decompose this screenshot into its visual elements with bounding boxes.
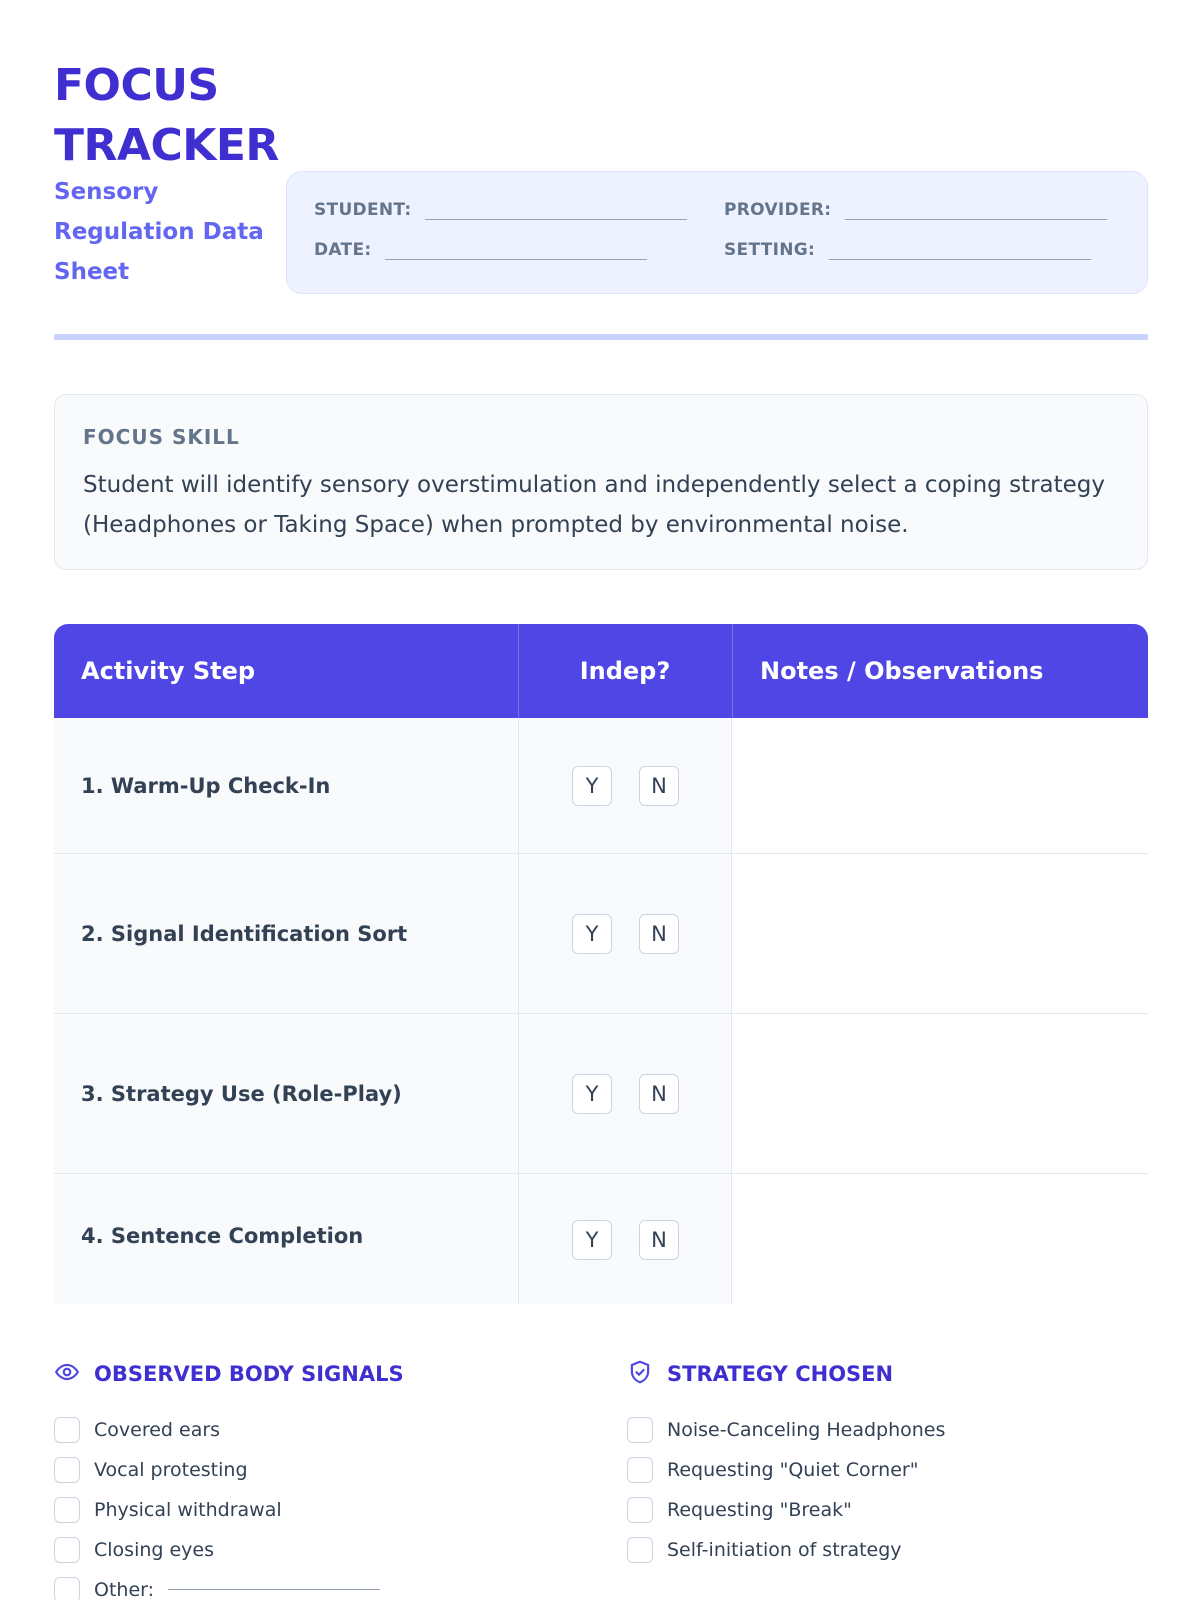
strategy-section bbox=[627, 1360, 1147, 1560]
student-field[interactable] bbox=[314, 200, 687, 220]
setting-line[interactable] bbox=[829, 242, 1091, 260]
student-info-card bbox=[286, 171, 1148, 294]
table-row bbox=[54, 1174, 1148, 1304]
table-row bbox=[54, 1014, 1148, 1174]
header-activity-step: Activity Step bbox=[81, 657, 256, 685]
provider-line[interactable] bbox=[845, 202, 1107, 220]
body-signals-section bbox=[54, 1360, 574, 1600]
checkbox[interactable] bbox=[54, 1497, 80, 1523]
indep-cell bbox=[518, 1014, 732, 1173]
no-box[interactable]: N bbox=[639, 914, 679, 954]
checkbox[interactable] bbox=[627, 1537, 653, 1563]
table-header bbox=[54, 624, 1148, 718]
no-box[interactable]: N bbox=[639, 1220, 679, 1260]
focus-skill-text: Student will identify sensory overstimulation and independently select a coping strategy (Headphones or Taking Space) when prompted by environmental noise. bbox=[83, 472, 1106, 538]
checkbox[interactable] bbox=[54, 1537, 80, 1563]
checkbox-item[interactable] bbox=[627, 1536, 902, 1564]
setting-field[interactable] bbox=[724, 240, 1091, 260]
step-cell: 3. Strategy Use (Role-Play) bbox=[54, 1014, 518, 1173]
checkbox-item[interactable] bbox=[54, 1416, 220, 1444]
provider-field[interactable] bbox=[724, 200, 1107, 220]
checkbox-label: Physical withdrawal bbox=[94, 1499, 282, 1521]
date-line[interactable] bbox=[385, 242, 647, 260]
checkbox-label: Vocal protesting bbox=[94, 1459, 248, 1481]
header-notes: Notes / Observations bbox=[760, 657, 1044, 685]
indep-cell bbox=[518, 718, 732, 853]
notes-cell[interactable] bbox=[732, 1014, 1148, 1173]
checkbox-item[interactable] bbox=[627, 1416, 945, 1444]
checkbox-item[interactable] bbox=[627, 1496, 852, 1524]
checkbox-item[interactable] bbox=[54, 1456, 248, 1484]
student-label: STUDENT: bbox=[314, 200, 412, 220]
date-label: DATE: bbox=[314, 240, 372, 260]
checkbox-label: Noise-Canceling Headphones bbox=[667, 1419, 946, 1441]
header-indep: Indep? bbox=[579, 657, 671, 685]
strategy-title: STRATEGY CHOSEN bbox=[667, 1362, 894, 1386]
checkbox-label: Closing eyes bbox=[94, 1539, 215, 1561]
indep-cell bbox=[518, 854, 732, 1013]
page-title: FOCUS TRACKER bbox=[54, 60, 279, 171]
checkbox[interactable] bbox=[627, 1457, 653, 1483]
notes-cell[interactable] bbox=[732, 854, 1148, 1013]
checkbox[interactable] bbox=[627, 1497, 653, 1523]
yes-box[interactable]: Y bbox=[572, 1074, 612, 1114]
body-signals-header bbox=[54, 1360, 574, 1388]
table-row bbox=[54, 718, 1148, 854]
yes-box[interactable]: Y bbox=[572, 766, 612, 806]
strategy-header bbox=[627, 1360, 1147, 1388]
yes-box[interactable]: Y bbox=[572, 914, 612, 954]
no-box[interactable]: N bbox=[639, 766, 679, 806]
checkbox-item[interactable] bbox=[627, 1456, 918, 1484]
checkbox-item[interactable] bbox=[54, 1496, 282, 1524]
step-cell: 2. Signal Identification Sort bbox=[54, 854, 518, 1013]
student-line[interactable] bbox=[425, 202, 687, 220]
checkbox[interactable] bbox=[627, 1417, 653, 1443]
checkbox[interactable] bbox=[54, 1457, 80, 1483]
provider-label: PROVIDER: bbox=[724, 200, 832, 220]
other-write-in-line[interactable] bbox=[168, 1576, 380, 1590]
checkbox-item[interactable] bbox=[54, 1536, 214, 1564]
shield-check-icon bbox=[627, 1359, 667, 1390]
header bbox=[54, 56, 1148, 296]
activity-table bbox=[54, 624, 1148, 1304]
setting-label: SETTING: bbox=[724, 240, 816, 260]
body-signals-title: OBSERVED BODY SIGNALS bbox=[94, 1362, 404, 1386]
notes-cell[interactable] bbox=[732, 718, 1148, 853]
checkbox-label: Requesting "Break" bbox=[667, 1499, 852, 1521]
header-divider bbox=[54, 334, 1148, 340]
checkbox-label: Requesting "Quiet Corner" bbox=[667, 1459, 919, 1481]
page-subtitle: Sensory Regulation Data Sheet bbox=[54, 179, 264, 285]
checkbox[interactable] bbox=[54, 1577, 80, 1600]
checkbox-label: Self-initiation of strategy bbox=[667, 1539, 902, 1561]
table-row bbox=[54, 854, 1148, 1014]
date-field[interactable] bbox=[314, 240, 647, 260]
indep-cell bbox=[518, 1174, 732, 1304]
checkbox[interactable] bbox=[54, 1417, 80, 1443]
checkbox-label: Other: bbox=[94, 1579, 155, 1600]
notes-cell[interactable] bbox=[732, 1174, 1148, 1304]
checkbox-label: Covered ears bbox=[94, 1419, 221, 1441]
step-cell: 4. Sentence Completion bbox=[54, 1174, 518, 1304]
focus-skill-box bbox=[54, 394, 1148, 570]
header-separator bbox=[732, 624, 733, 718]
no-box[interactable]: N bbox=[639, 1074, 679, 1114]
step-cell: 1. Warm-Up Check-In bbox=[54, 718, 518, 853]
yes-box[interactable]: Y bbox=[572, 1220, 612, 1260]
checkbox-item-other[interactable] bbox=[54, 1576, 380, 1600]
focus-skill-label: FOCUS SKILL bbox=[83, 425, 240, 449]
eye-icon bbox=[54, 1359, 94, 1390]
